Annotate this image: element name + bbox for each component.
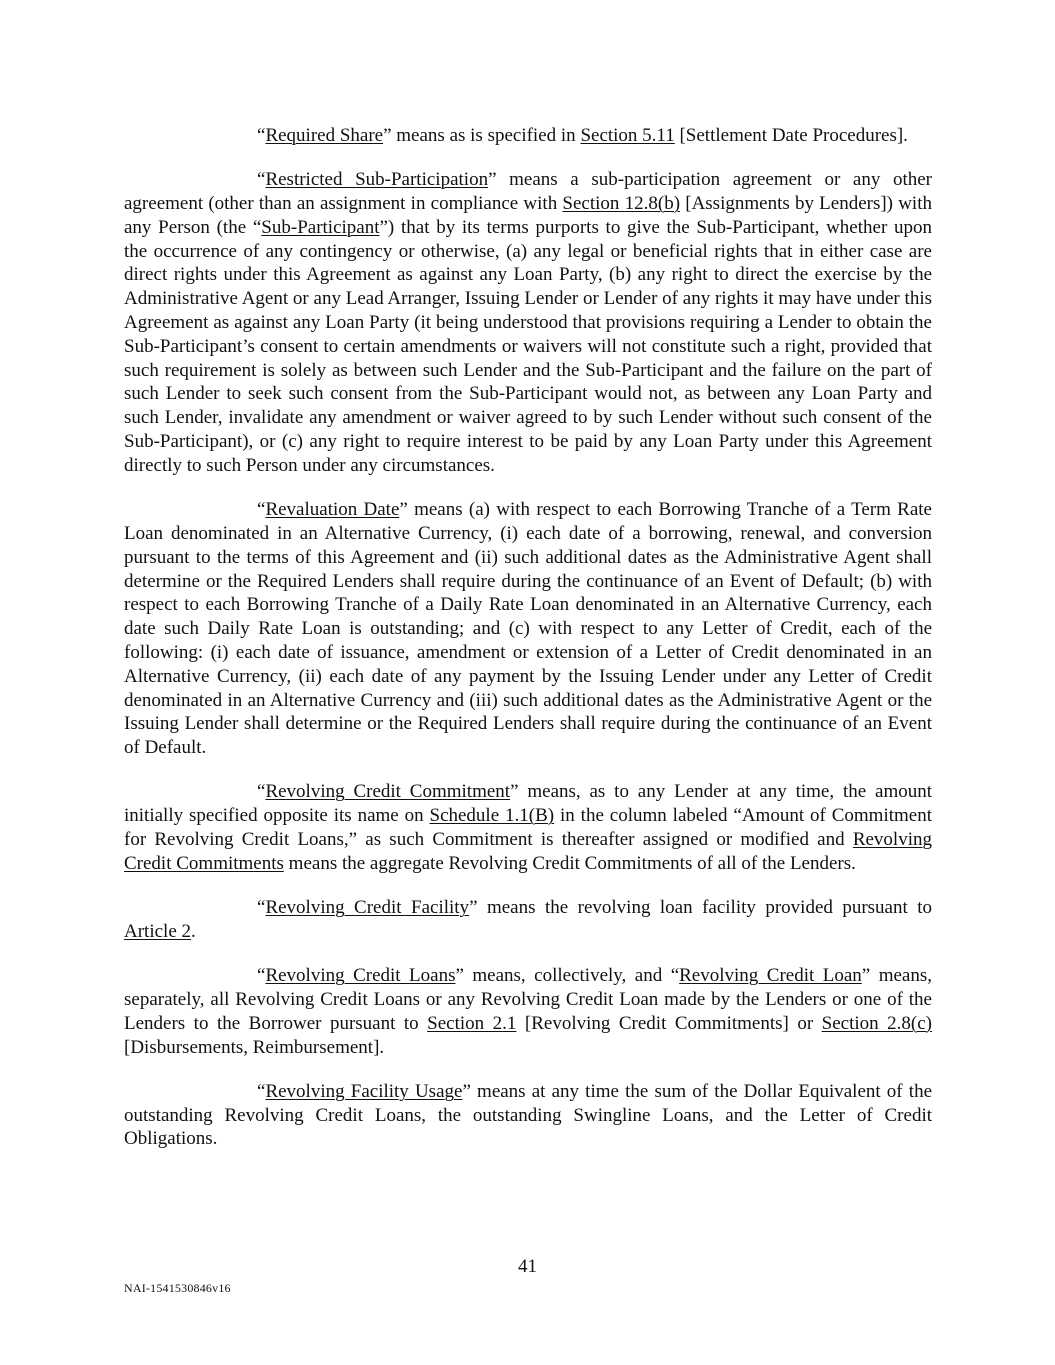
defined-term: Revolving Credit Loan: [679, 965, 862, 987]
defined-term: Article 2: [124, 920, 192, 942]
defined-term: Schedule 1.1(B): [429, 805, 555, 827]
definition-revolving-credit-loans: “Revolving Credit Loans” means, collectively, and “Revolving Credit Loan” means, separately, all Revolving Credit Loans or any Revolving Credit Loan made by the Lenders or one of the Lenders to the Borrower pursuant to Section 2.1 [Revolving Credit Commitments] or Section 2.8(c) [Disbursements, Reimbursement].: [124, 965, 932, 1058]
defined-term: Revolving Credit Commitments: [124, 829, 932, 874]
definition-required-share: “Required Share” means as is specified in Section 5.11 [Settlement Date Procedures].: [257, 125, 908, 146]
page-number: 41: [518, 1256, 537, 1277]
defined-term: Revaluation Date: [265, 499, 400, 521]
definition-revolving-credit-commitment: “Revolving Credit Commitment” means, as to any Lender at any time, the amount initially specified opposite its name on Schedule 1.1(B) in the column labeled “Amount of Commitment for Revolving Credit Loans,” as such Commitment is thereafter assigned or modified and Revolving Credit Commitments means the aggregate Revolving Credit Commitments of all of the Lenders.: [124, 781, 933, 874]
defined-term: Revolving Facility Usage: [265, 1080, 463, 1102]
defined-term: Sub-Participant: [261, 216, 380, 238]
defined-term: Section 2.8(c): [821, 1012, 932, 1034]
defined-term: Section 2.1: [427, 1012, 517, 1034]
defined-term: Section 5.11: [580, 125, 675, 146]
document-body: [124, 124, 932, 1172]
document-id: NAI-1541530846v16: [124, 1281, 231, 1295]
definition-revolving-credit-facility: “Revolving Credit Facility” means the revolving loan facility provided pursuant to Article 2.: [124, 897, 932, 942]
defined-term: Required Share: [265, 125, 384, 146]
defined-term: Revolving Credit Commitment: [265, 781, 511, 803]
defined-term: Restricted Sub-Participation: [265, 169, 489, 191]
defined-term: Revolving Credit Loans: [265, 965, 456, 987]
definition-revolving-facility-usage: “Revolving Facility Usage” means at any time the sum of the Dollar Equivalent of the outstanding Revolving Credit Loans, the outstanding Swingline Loans, and the Letter of Credit Obligations.: [124, 1080, 932, 1150]
defined-term: Revolving Credit Facility: [265, 897, 470, 919]
definition-revaluation-date: “Revaluation Date” means (a) with respect to each Borrowing Tranche of a Term Rate Loan denominated in an Alternative Currency, (i) each date of a borrowing, renewal, and conversion pursuant to the terms of this Agreement and (ii) such additional dates as the Administrative Agent shall determine or the Required Lenders shall require during the continuance of an Event of Default; (b) with respect to each Borrowing Tranche of a Daily Rate Loan denominated in an Alternative Currency, each date such Daily Rate Loan is outstanding; and (c) with respect to any Letter of Credit, each of the following: (i) each date of issuance, amendment or extension of a Letter of Credit denominated in an Alternative Currency, (ii) each date of any payment by the Issuing Lender under any Letter of Credit denominated in an Alternative Currency and (iii) such additional dates as the Administrative Agent or the Issuing Lender shall determine or the Required Lenders shall require during the continuance of an Event of Default.: [124, 499, 932, 759]
defined-term: Section 12.8(b): [562, 193, 681, 215]
definition-restricted-sub-participation: “Restricted Sub-Participation” means a sub-participation agreement or any other agreement (other than an assignment in compliance with Section 12.8(b) [Assignments by Lenders]) with any Person (the “Sub-Participant”) that by its terms purports to give the Sub-Participant, whether upon the occurrence of any contingency or otherwise, (a) any legal or beneficial rights that in either case are direct rights under this Agreement as against any Loan Party, (b) any right to direct the exercise by the Administrative Agent or any Lead Arranger, Issuing Lender or Lender of any rights it may have under this Agreement as against any Loan Party (it being understood that provisions requiring a Lender to obtain the Sub-Participant’s consent to certain amendments or waivers will not constitute such a right, provided that such requirement is solely as between such Lender and the Sub-Participant and the failure on the part of such Lender to seek such consent from the Sub-Participant would not, as between any Loan Party and such Lender, invalidate any amendment or waiver agreed to by such Lender without such consent of the Sub-Participant), or (c) any right to require interest to be paid by any Loan Party under this Agreement directly to such Person under any circumstances.: [124, 169, 932, 476]
